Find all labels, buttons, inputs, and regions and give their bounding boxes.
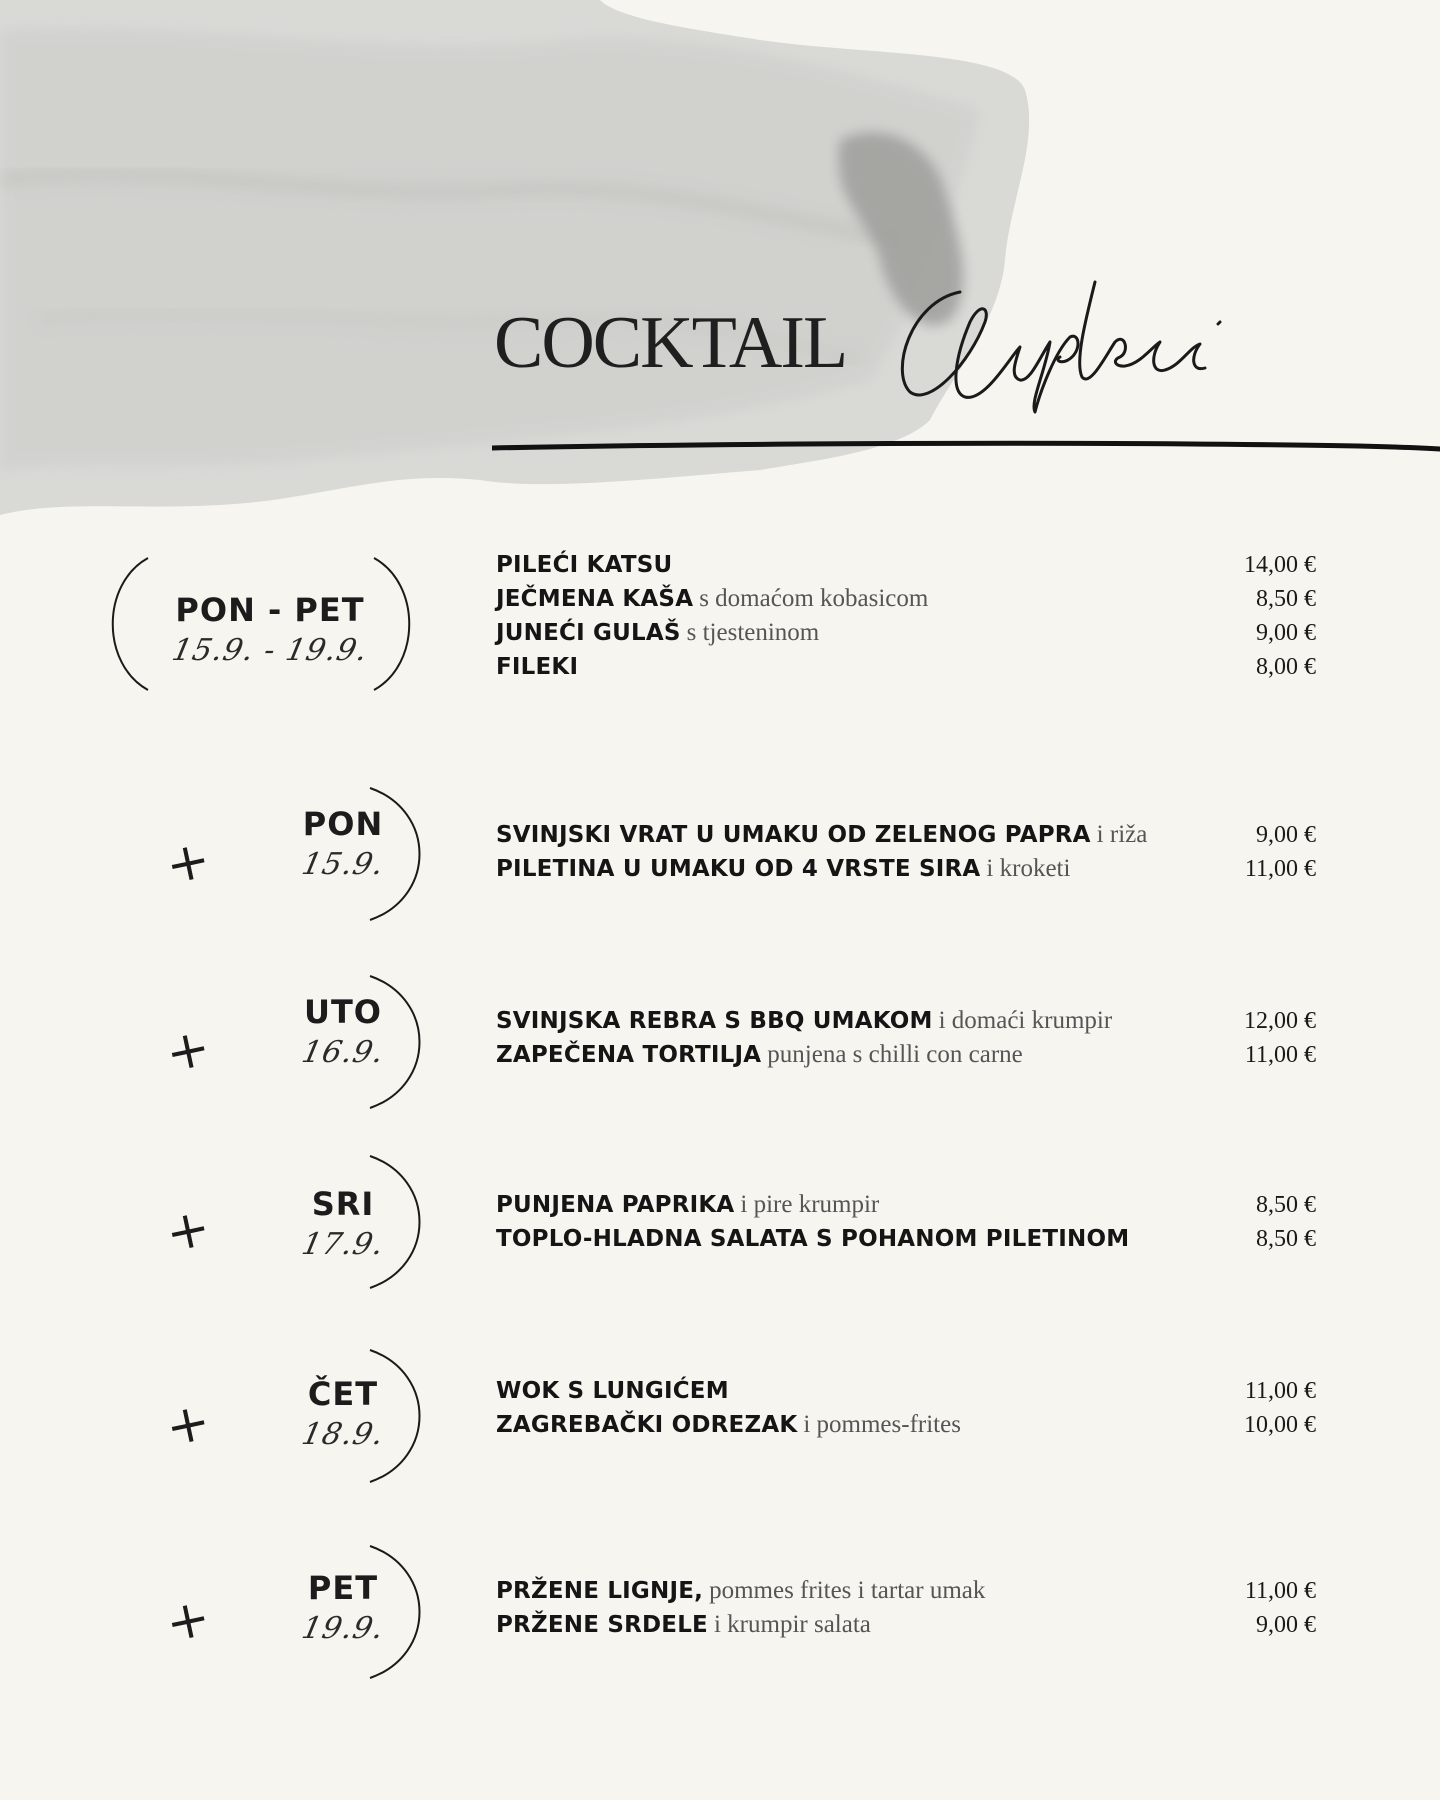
day-date: 17.9. bbox=[298, 1227, 388, 1262]
plus-mark: + bbox=[160, 1391, 216, 1459]
day-label-group bbox=[263, 1185, 423, 1262]
day-date: 15.9. bbox=[298, 847, 388, 882]
day-name: SRI bbox=[311, 1185, 375, 1223]
item-desc: i riža bbox=[1096, 821, 1148, 848]
item-desc: i krumpir salata bbox=[713, 1611, 871, 1638]
menu-item bbox=[496, 616, 1316, 650]
item-price: 8,50 € bbox=[1256, 1192, 1316, 1218]
menu-item bbox=[496, 548, 1316, 582]
item-name: PRŽENE SRDELE bbox=[496, 1612, 708, 1638]
item-desc: i kroketi bbox=[986, 855, 1071, 882]
item-price: 8,50 € bbox=[1256, 1226, 1316, 1252]
day-name: PET bbox=[307, 1569, 379, 1607]
menu-item bbox=[496, 1004, 1316, 1038]
item-desc: punjena s chilli con carne bbox=[767, 1041, 1023, 1068]
item-name: PRŽENE LIGNJE, bbox=[496, 1578, 704, 1604]
plus-mark: + bbox=[160, 1587, 216, 1655]
day-label-group bbox=[263, 1569, 423, 1646]
item-desc: pommes frites i tartar umak bbox=[709, 1577, 986, 1604]
item-name: PUNJENA PAPRIKA bbox=[496, 1192, 735, 1218]
item-price: 9,00 € bbox=[1256, 1612, 1316, 1638]
item-name: FILEKI bbox=[496, 654, 579, 680]
menu-items bbox=[496, 1188, 1316, 1256]
item-price: 9,00 € bbox=[1256, 822, 1316, 848]
item-desc: i pire krumpir bbox=[740, 1191, 880, 1218]
item-name: JEČMENA KAŠA bbox=[496, 586, 694, 612]
item-price: 11,00 € bbox=[1244, 1042, 1316, 1068]
menu-item bbox=[496, 1408, 1316, 1442]
item-desc: s tjesteninom bbox=[686, 619, 820, 646]
item-price: 11,00 € bbox=[1244, 1378, 1316, 1404]
item-name: TOPLO-HLADNA SALATA S POHANOM PILETINOM bbox=[496, 1226, 1130, 1252]
item-name: ZAGREBAČKI ODREZAK bbox=[496, 1412, 798, 1438]
item-name: SVINJSKA REBRA S BBQ UMAKOM bbox=[496, 1008, 933, 1034]
day-name: PON - PET bbox=[175, 591, 365, 629]
day-name: ČET bbox=[307, 1375, 379, 1413]
item-name: WOK S LUNGIĆEM bbox=[496, 1378, 729, 1404]
item-name: PILEĆI KATSU bbox=[496, 552, 673, 578]
day-date: 16.9. bbox=[298, 1035, 388, 1070]
item-name: ZAPEČENA TORTILJA bbox=[496, 1042, 762, 1068]
menu-item bbox=[496, 1608, 1316, 1642]
day-label-group bbox=[263, 805, 423, 882]
item-price: 9,00 € bbox=[1256, 620, 1316, 646]
item-price: 14,00 € bbox=[1244, 552, 1316, 578]
item-price: 8,00 € bbox=[1256, 654, 1316, 680]
menu-items bbox=[496, 818, 1316, 886]
day-label-group bbox=[263, 993, 423, 1070]
plus-mark: + bbox=[160, 829, 216, 897]
item-name: JUNEĆI GULAŠ bbox=[496, 620, 681, 646]
day-label-group bbox=[150, 591, 390, 668]
menu-item bbox=[496, 1574, 1316, 1608]
menu-item bbox=[496, 1374, 1316, 1408]
title-script-logo bbox=[890, 262, 1270, 422]
item-price: 8,50 € bbox=[1256, 586, 1316, 612]
day-date: 19.9. bbox=[298, 1611, 388, 1646]
item-name: SVINJSKI VRAT U UMAKU OD ZELENOG PAPRA bbox=[496, 822, 1091, 848]
item-desc: i domaći krumpir bbox=[938, 1007, 1113, 1034]
day-date: 15.9. - 19.9. bbox=[168, 633, 372, 668]
menu-item bbox=[496, 1038, 1316, 1072]
menu-items bbox=[496, 1374, 1316, 1442]
item-price: 12,00 € bbox=[1244, 1008, 1316, 1034]
day-name: UTO bbox=[303, 993, 382, 1031]
menu-item bbox=[496, 852, 1316, 886]
menu-item bbox=[496, 1188, 1316, 1222]
menu-items bbox=[496, 548, 1316, 684]
plus-mark: + bbox=[160, 1017, 216, 1085]
menu-item bbox=[496, 1222, 1316, 1256]
menu-item bbox=[496, 582, 1316, 616]
header-rule bbox=[492, 438, 1440, 456]
menu-items bbox=[496, 1574, 1316, 1642]
item-desc: s domaćom kobasicom bbox=[699, 585, 929, 612]
day-label-group bbox=[263, 1375, 423, 1452]
day-date: 18.9. bbox=[298, 1417, 388, 1452]
plus-mark: + bbox=[160, 1197, 216, 1265]
item-price: 10,00 € bbox=[1244, 1412, 1316, 1438]
day-name: PON bbox=[302, 805, 384, 843]
menu-items bbox=[496, 1004, 1316, 1072]
item-price: 11,00 € bbox=[1244, 856, 1316, 882]
item-price: 11,00 € bbox=[1244, 1578, 1316, 1604]
menu-item bbox=[496, 818, 1316, 852]
item-name: PILETINA U UMAKU OD 4 VRSTE SIRA bbox=[496, 856, 981, 882]
title-cocktail: COCKTAIL bbox=[494, 302, 847, 384]
menu-item bbox=[496, 650, 1316, 684]
item-desc: i pommes-frites bbox=[803, 1411, 961, 1438]
